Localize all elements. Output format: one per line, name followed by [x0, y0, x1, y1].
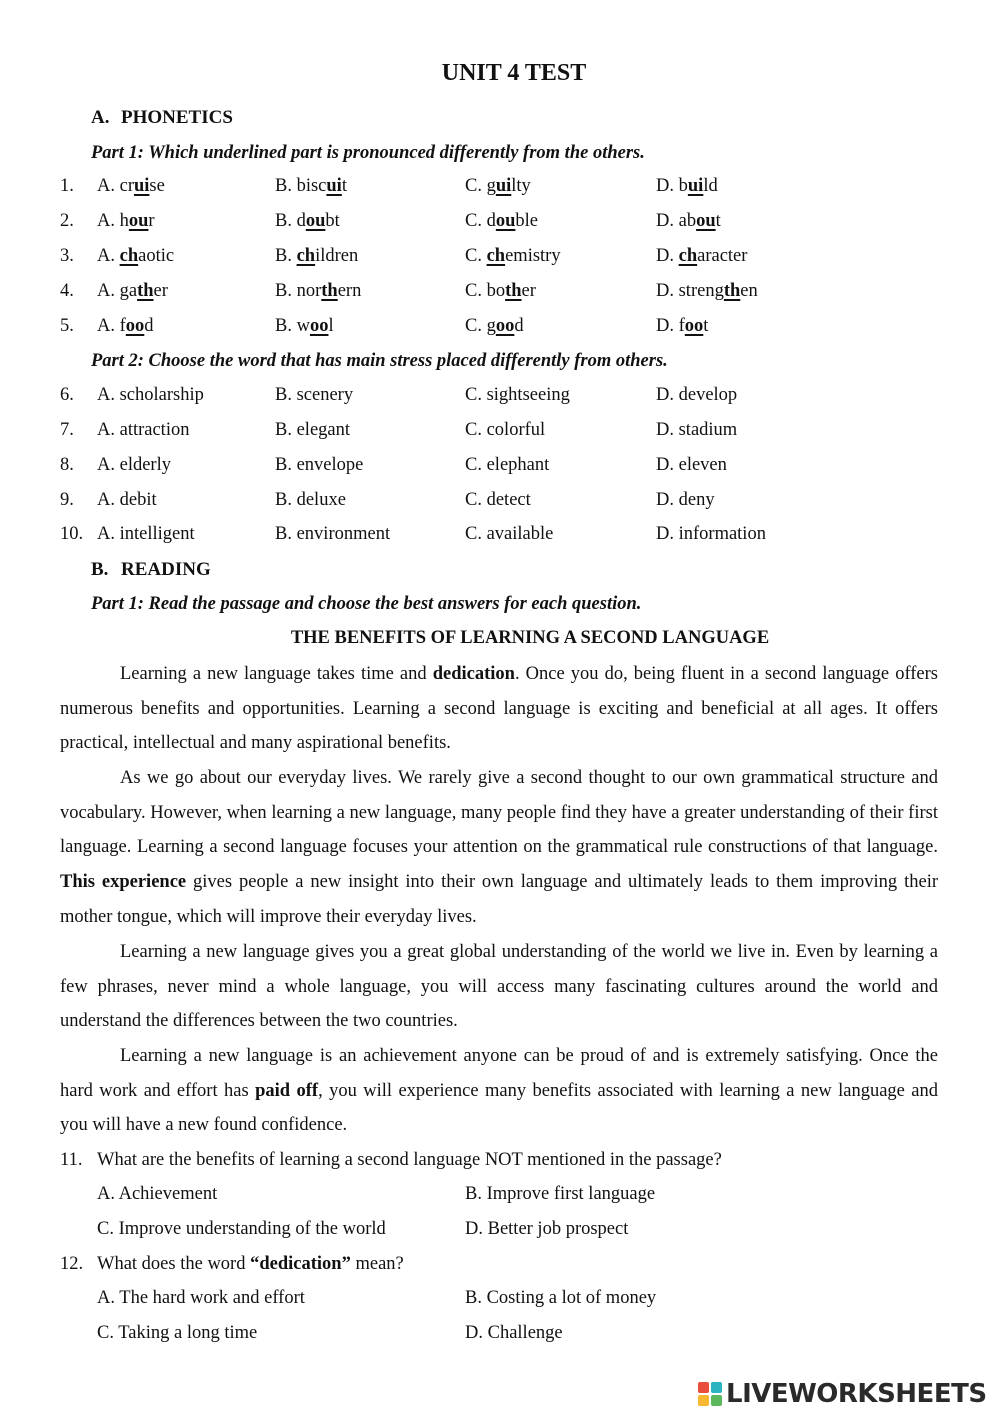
- question-number: 4.: [60, 281, 74, 301]
- q1-option-a[interactable]: A. cruise: [97, 176, 165, 196]
- passage-paragraph-2: As we go about our everyday lives. We rarely give a second thought to our own grammatical structure and vocabulary. However, when learning a new language, many people find they have a greater understanding of their first language. Learning a second language focuses your attention on the grammatical rule constructions of that language. This experience gives people a new insight into their own language and ultimately leads to them improving their mother tongue, which will improve their everyday lives.: [60, 768, 938, 927]
- worksheet-page: UNIT 4 TEST A. PHONETICS Part 1: Which underlined part is pronounced differently from the others. 1. A. cruise B. biscuit C. guilty D. build 2. A. hour B. doubt C. double D. about 3. A. chaotic B. children C. chemistry D. character 4. A. gather B. northern C. bother D. strengthen 5. A. food B. wool C. good D. foot Part 2: Choose the word that has main stress placed differently from others. 6. A. scholarship B. scenery C. sightseeing D. develop 7. A. attraction B. elegant C. colorful D. stadium 8. A. elderly B. envelope C. elephant D. eleven 9. A. debit B. deluxe C. detect D. deny 10. A. intelligent B. environment C. available D. information B. READING Part 1: Read the passage and choose the best answers for each question. THE BENEFITS OF LEARNING A SECOND LANGUAGE Learning a new language takes time and dedication. Once you do, being fluent in a second language offers numerous benefits and opportunities. Learning a second language is exciting and beneficial at all ages. It offers practical, intellectual and many aspirational benefits. As we go about our everyday lives. We rarely give a second thought to our own grammatical structure and vocabulary. However, when learning a new language, many people find they have a greater understanding of their first language. Learning a second language focuses your attention on the grammatical rule constructions of that language. This experience gives people a new insight into their own language and ultimately leads to them improving their mother tongue, which will improve their everyday lives. Learning a new language gives you a great global understanding of the world we live in. Even by learning a few phrases, never mind a whole language, you will access many fascinating cultures around the world and understand the differences between the two countries. Learning a new language is an achievement anyone can be proud of and is extremely satisfying. Once the hard work and effort has paid off, you will experience many benefits associated with learning a new language and you will have a new found confidence. 11. What are the benefits of learning a second language NOT mentioned in the passage? A. Achievement B. Improve first language C. Improve understanding of the world D. Better job prospect 12. What does the word “dedication” mean? A. The hard work and effort B. Costing a lot of money C. Taking a long time D. Challenge LIVEWORKSHEETS: [0, 0, 1000, 1413]
- section-a-heading: A. PHONETICS: [91, 107, 233, 128]
- underlined-part: ch: [678, 246, 698, 266]
- question-number: 5.: [60, 316, 74, 336]
- question-number: 8.: [60, 455, 74, 475]
- q6-option-b[interactable]: B. scenery: [275, 385, 354, 405]
- q9-option-b[interactable]: B. deluxe: [275, 490, 346, 510]
- q12-option-d[interactable]: D. Challenge: [465, 1323, 563, 1343]
- q12-option-c[interactable]: C. Taking a long time: [97, 1323, 258, 1343]
- q5-option-a[interactable]: A. food: [97, 316, 154, 336]
- q4-option-b[interactable]: B. northern: [275, 281, 362, 301]
- q7-option-c[interactable]: C. colorful: [465, 420, 546, 440]
- underlined-part: ui: [326, 176, 342, 196]
- underlined-part: ou: [495, 211, 516, 231]
- liveworksheets-logo: LIVEWORKSHEETS: [698, 1378, 987, 1410]
- phonetics-question-5: [60, 316, 960, 342]
- underlined-part: ch: [119, 246, 139, 266]
- q10-option-d[interactable]: D. information: [656, 524, 766, 544]
- underlined-part: ui: [133, 176, 150, 196]
- q2-option-c[interactable]: C. double: [465, 211, 538, 231]
- underlined-part: ou: [696, 211, 716, 231]
- phonetics-question-4: [60, 281, 960, 307]
- q4-option-c[interactable]: C. bother: [465, 281, 536, 301]
- q8-option-d[interactable]: D. eleven: [656, 455, 727, 475]
- q11-option-a[interactable]: A. Achievement: [97, 1184, 218, 1204]
- q5-option-b[interactable]: B. wool: [275, 316, 334, 336]
- stress-question-7: [60, 420, 960, 446]
- liveworksheets-logo-icon: [698, 1382, 722, 1406]
- stress-question-9: [60, 490, 960, 516]
- q11-option-c[interactable]: C. Improve understanding of the world: [97, 1219, 386, 1239]
- phonetics-question-3: [60, 246, 960, 272]
- q10-option-c[interactable]: C. available: [465, 524, 554, 544]
- q1-option-d[interactable]: D. build: [656, 176, 718, 196]
- q8-option-b[interactable]: B. envelope: [275, 455, 364, 475]
- q6-option-c[interactable]: C. sightseeing: [465, 385, 570, 405]
- keyword-this-experience: This experience: [60, 872, 187, 893]
- underlined-part: ch: [486, 246, 506, 266]
- underlined-part: ch: [296, 246, 316, 266]
- underlined-part: th: [505, 281, 522, 301]
- underlined-part: ou: [128, 211, 149, 231]
- q10-option-b[interactable]: B. environment: [275, 524, 391, 544]
- q12-option-a[interactable]: A. The hard work and effort: [97, 1288, 305, 1308]
- reading-instruction: Part 1: Read the passage and choose the best answers for each question.: [91, 594, 642, 614]
- underlined-part: ui: [495, 176, 512, 196]
- underlined-part: oo: [125, 316, 145, 336]
- q7-option-b[interactable]: B. elegant: [275, 420, 351, 440]
- keyword-dedication: dedication: [432, 664, 515, 684]
- phonetics-question-2: [60, 211, 960, 237]
- logo-square: [698, 1382, 709, 1393]
- q8-option-c[interactable]: C. elephant: [465, 455, 550, 475]
- q2-option-d[interactable]: D. about: [656, 211, 721, 231]
- q3-option-b[interactable]: B. children: [275, 246, 359, 266]
- q11-option-b[interactable]: B. Improve first language: [465, 1184, 656, 1204]
- q2-option-b[interactable]: B. doubt: [275, 211, 340, 231]
- q6-option-a[interactable]: A. scholarship: [97, 385, 204, 405]
- passage-title: THE BENEFITS OF LEARNING A SECOND LANGUAGE: [290, 628, 770, 648]
- q4-option-a[interactable]: A. gather: [97, 281, 168, 301]
- q3-option-c[interactable]: C. chemistry: [465, 246, 561, 266]
- q9-option-d[interactable]: D. deny: [656, 490, 715, 510]
- part1-instruction: Part 1: Which underlined part is pronounced differently from the others.: [91, 143, 645, 163]
- passage-paragraph-4: Learning a new language is an achievement anyone can be proud of and is extremely satisfying. Once the hard work and effort has paid off, you will experience many benefits associated with learning a new language and you will have a new found confidence.: [60, 1046, 939, 1136]
- underlined-part: ui: [687, 176, 704, 196]
- stress-question-8: [60, 455, 960, 481]
- q7-option-a[interactable]: A. attraction: [97, 420, 190, 440]
- q5-option-c[interactable]: C. good: [465, 316, 524, 336]
- question-number: 6.: [60, 385, 74, 405]
- question-number: 1.: [60, 176, 74, 196]
- logo-square: [698, 1395, 709, 1406]
- q9-option-c[interactable]: C. detect: [465, 490, 531, 510]
- underlined-part: th: [321, 281, 338, 301]
- underlined-part: th: [137, 281, 154, 301]
- q2-option-a[interactable]: A. hour: [97, 211, 155, 231]
- phonetics-question-1: [60, 176, 960, 202]
- q1-option-c[interactable]: C. guilty: [465, 176, 531, 196]
- stress-question-10: [60, 524, 960, 550]
- underlined-part: ou: [305, 211, 326, 231]
- keyword-paid-off: paid off: [255, 1080, 319, 1101]
- question-number: 3.: [60, 246, 74, 266]
- q11-option-d[interactable]: D. Better job prospect: [465, 1219, 629, 1239]
- q6-option-d[interactable]: D. develop: [656, 385, 738, 405]
- q8-option-a[interactable]: A. elderly: [97, 455, 171, 475]
- passage-paragraph-3: Learning a new language gives you a great global understanding of the world we live in. Even by learning a few phrases, never mind a whole language, you will access many fascinating cultures around the world and understand the differences between the two countries.: [60, 942, 938, 1032]
- underlined-part: oo: [495, 316, 515, 336]
- q1-option-b[interactable]: B. biscuit: [275, 176, 347, 196]
- underlined-part: th: [723, 281, 741, 301]
- q4-option-d[interactable]: D. strengthen: [656, 281, 758, 301]
- section-b-heading: B. READING: [91, 559, 211, 580]
- question-number: 7.: [60, 420, 74, 440]
- q5-option-d[interactable]: D. foot: [656, 316, 709, 336]
- test-title: UNIT 4 TEST: [441, 60, 587, 86]
- q12-option-b[interactable]: B. Costing a lot of money: [465, 1288, 657, 1308]
- question-number: 9.: [60, 490, 74, 510]
- q10-option-a[interactable]: A. intelligent: [97, 524, 195, 544]
- q7-option-d[interactable]: D. stadium: [656, 420, 738, 440]
- underlined-part: oo: [684, 316, 704, 336]
- part2-instruction: Part 2: Choose the word that has main stress placed differently from others.: [91, 351, 668, 371]
- stress-question-6: [60, 385, 960, 411]
- question-number: 2.: [60, 211, 74, 231]
- underlined-part: oo: [309, 316, 329, 336]
- q3-option-a[interactable]: A. chaotic: [97, 246, 175, 266]
- q9-option-a[interactable]: A. debit: [97, 490, 157, 510]
- passage-paragraph-1: Learning a new language takes time and dedication. Once you do, being fluent in a second language offers numerous benefits and opportunities. Learning a second language is exciting and beneficial at all ages. It offers practical, intellectual and many aspirational benefits.: [60, 664, 939, 754]
- logo-square: [711, 1382, 722, 1393]
- logo-square: [711, 1395, 722, 1406]
- question-number: 10.: [60, 524, 84, 544]
- q3-option-d[interactable]: D. character: [656, 246, 748, 266]
